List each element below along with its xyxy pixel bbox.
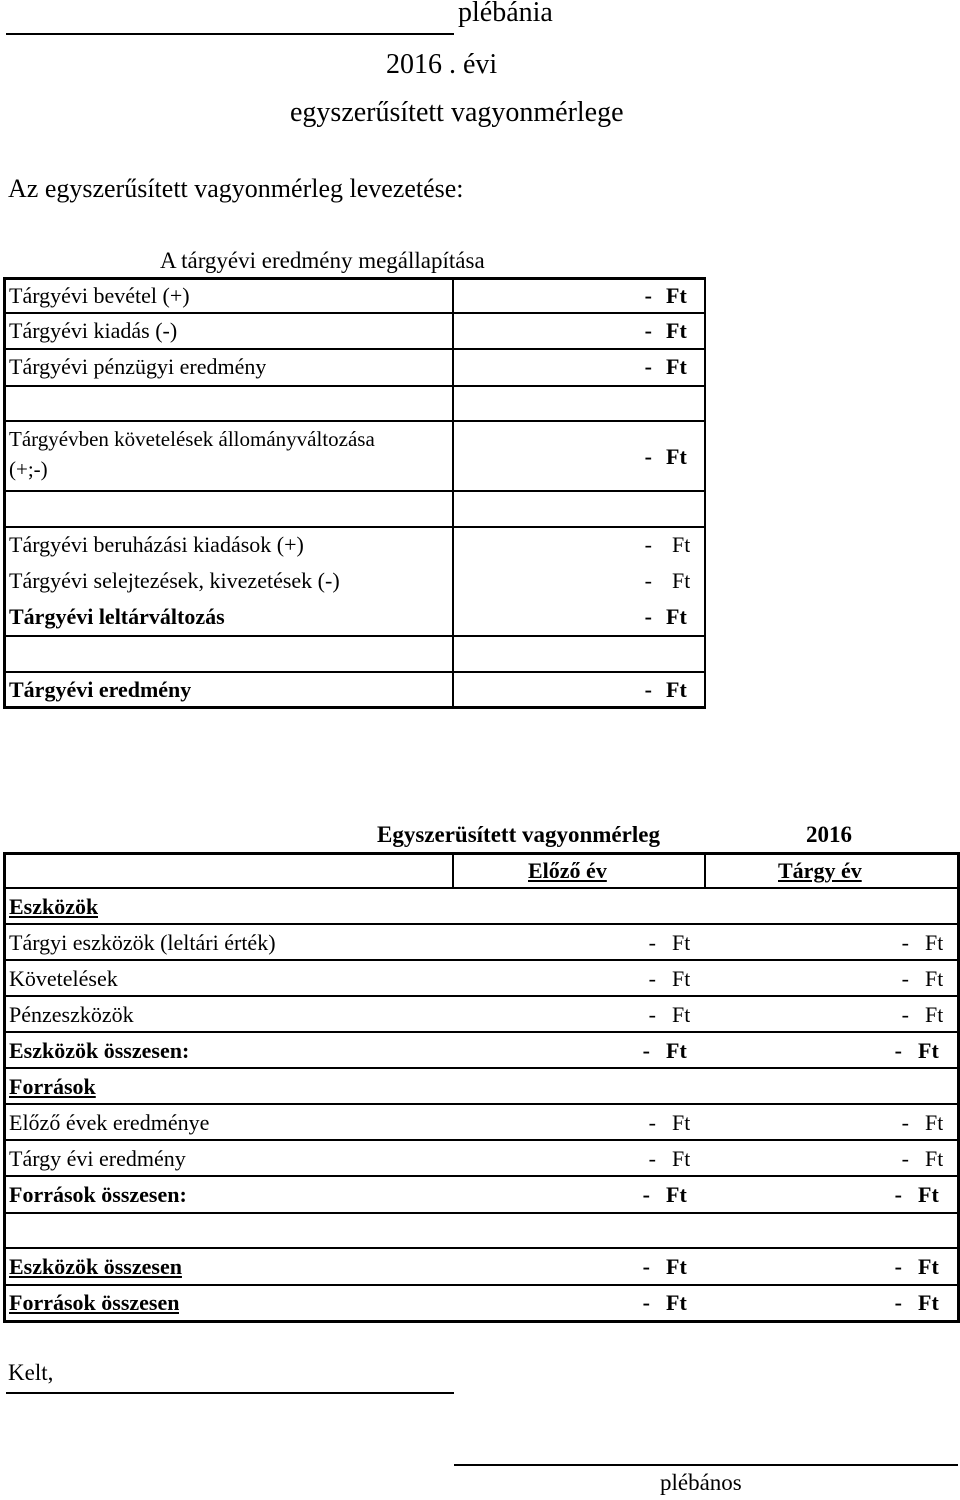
asset-row-curr: - xyxy=(901,930,909,955)
assets-total-prev-unit: Ft xyxy=(666,1038,687,1063)
col-header-current-year: Tárgy év xyxy=(778,858,862,883)
result-row-amount: - xyxy=(644,604,652,629)
result-row-label: Tárgyévi kiadás (-) xyxy=(9,318,178,343)
assets-heading: Eszközök xyxy=(9,894,99,919)
sources-total-prev: - xyxy=(642,1182,650,1207)
result-row-unit: Ft xyxy=(666,604,687,629)
parish-suffix: plébánia xyxy=(458,0,553,28)
check-sources-curr: - xyxy=(894,1290,902,1315)
asset-row-label: Tárgyi eszközök (leltári érték) xyxy=(9,930,276,955)
check-assets-curr-unit: Ft xyxy=(918,1254,939,1279)
result-row-unit: Ft xyxy=(666,444,687,469)
asset-row-prev: - xyxy=(648,1002,656,1027)
parish-name-blank xyxy=(6,33,454,35)
signatory-label: plébános xyxy=(660,1470,742,1495)
place-date-blank xyxy=(6,1392,454,1394)
result-row-amount: - xyxy=(644,283,652,308)
check-assets-curr: - xyxy=(894,1254,902,1279)
source-row-curr-unit: Ft xyxy=(925,1110,944,1135)
year-line: 2016 . évi xyxy=(386,49,498,80)
result-row-amount: - xyxy=(644,318,652,343)
source-row-prev-unit: Ft xyxy=(672,1146,691,1171)
asset-row-prev-unit: Ft xyxy=(672,930,691,955)
asset-row-label: Követelések xyxy=(9,966,118,991)
check-sources-prev: - xyxy=(642,1290,650,1315)
asset-row-prev: - xyxy=(648,930,656,955)
result-row-amount: - xyxy=(644,568,652,593)
source-row-prev-unit: Ft xyxy=(672,1110,691,1135)
source-row-label: Előző évek eredménye xyxy=(9,1110,210,1135)
result-row-unit: Ft xyxy=(672,532,691,557)
page-title: egyszerűsített vagyonmérlege xyxy=(290,97,624,128)
asset-row-prev-unit: Ft xyxy=(672,966,691,991)
asset-row-curr-unit: Ft xyxy=(925,930,944,955)
result-row-label: Tárgyévben követelések állományváltozása xyxy=(9,427,375,451)
asset-row-curr-unit: Ft xyxy=(925,966,944,991)
sources-total-curr: - xyxy=(894,1182,902,1207)
source-row-prev: - xyxy=(648,1146,656,1171)
assets-total-curr: - xyxy=(894,1038,902,1063)
sources-total-prev-unit: Ft xyxy=(666,1182,687,1207)
result-row-label: Tárgyévi eredmény xyxy=(9,677,192,702)
derivation-heading: Az egyszerűsített vagyonmérleg levezetése: xyxy=(8,174,464,203)
check-sources-curr-unit: Ft xyxy=(918,1290,939,1315)
sources-total-label: Források összesen: xyxy=(9,1182,187,1207)
check-assets-label: Eszközök összesen xyxy=(9,1254,182,1279)
result-row-unit: Ft xyxy=(672,568,691,593)
asset-row-prev-unit: Ft xyxy=(672,1002,691,1027)
source-row-curr: - xyxy=(901,1110,909,1135)
result-row-label: Tárgyévi leltárváltozás xyxy=(9,604,225,629)
assets-total-curr-unit: Ft xyxy=(918,1038,939,1063)
assets-total-prev: - xyxy=(642,1038,650,1063)
asset-row-curr: - xyxy=(901,1002,909,1027)
asset-row-prev: - xyxy=(648,966,656,991)
asset-row-curr-unit: Ft xyxy=(925,1002,944,1027)
asset-row-curr: - xyxy=(901,966,909,991)
result-row-unit: Ft xyxy=(666,283,687,308)
asset-row-label: Pénzeszközök xyxy=(9,1002,134,1027)
result-row-amount: - xyxy=(644,677,652,702)
result-row-unit: Ft xyxy=(666,354,687,379)
result-row-amount: - xyxy=(644,444,652,469)
check-sources-prev-unit: Ft xyxy=(666,1290,687,1315)
result-row-unit: Ft xyxy=(666,318,687,343)
sources-total-curr-unit: Ft xyxy=(918,1182,939,1207)
source-row-curr-unit: Ft xyxy=(925,1146,944,1171)
assets-total-label: Eszközök összesen: xyxy=(9,1038,190,1063)
check-sources-label: Források összesen xyxy=(9,1290,180,1315)
source-row-prev: - xyxy=(648,1110,656,1135)
sources-heading: Források xyxy=(9,1074,96,1099)
source-row-label: Tárgy évi eredmény xyxy=(9,1146,186,1171)
result-row-unit: Ft xyxy=(666,677,687,702)
result-row-amount: - xyxy=(644,532,652,557)
signature-line xyxy=(454,1464,958,1466)
col-header-prev-year: Előző év xyxy=(528,858,607,883)
result-row-label: Tárgyévi pénzügyi eredmény xyxy=(9,354,267,379)
result-row-label: Tárgyévi bevétel (+) xyxy=(9,283,190,308)
result-row-label: Tárgyévi beruházási kiadások (+) xyxy=(9,532,304,557)
check-assets-prev-unit: Ft xyxy=(666,1254,687,1279)
place-date-label: Kelt, xyxy=(8,1360,54,1385)
source-row-curr: - xyxy=(901,1146,909,1171)
result-row-amount: - xyxy=(644,354,652,379)
check-assets-prev: - xyxy=(642,1254,650,1279)
balance-sheet-title: Egyszerüsített vagyonmérleg xyxy=(377,822,660,847)
result-row-label: Tárgyévi selejtezések, kivezetések (-) xyxy=(9,568,340,593)
balance-sheet-year: 2016 xyxy=(806,822,852,847)
result-section-heading: A tárgyévi eredmény megállapítása xyxy=(160,248,485,273)
result-row-label-line2: (+;-) xyxy=(9,457,48,481)
